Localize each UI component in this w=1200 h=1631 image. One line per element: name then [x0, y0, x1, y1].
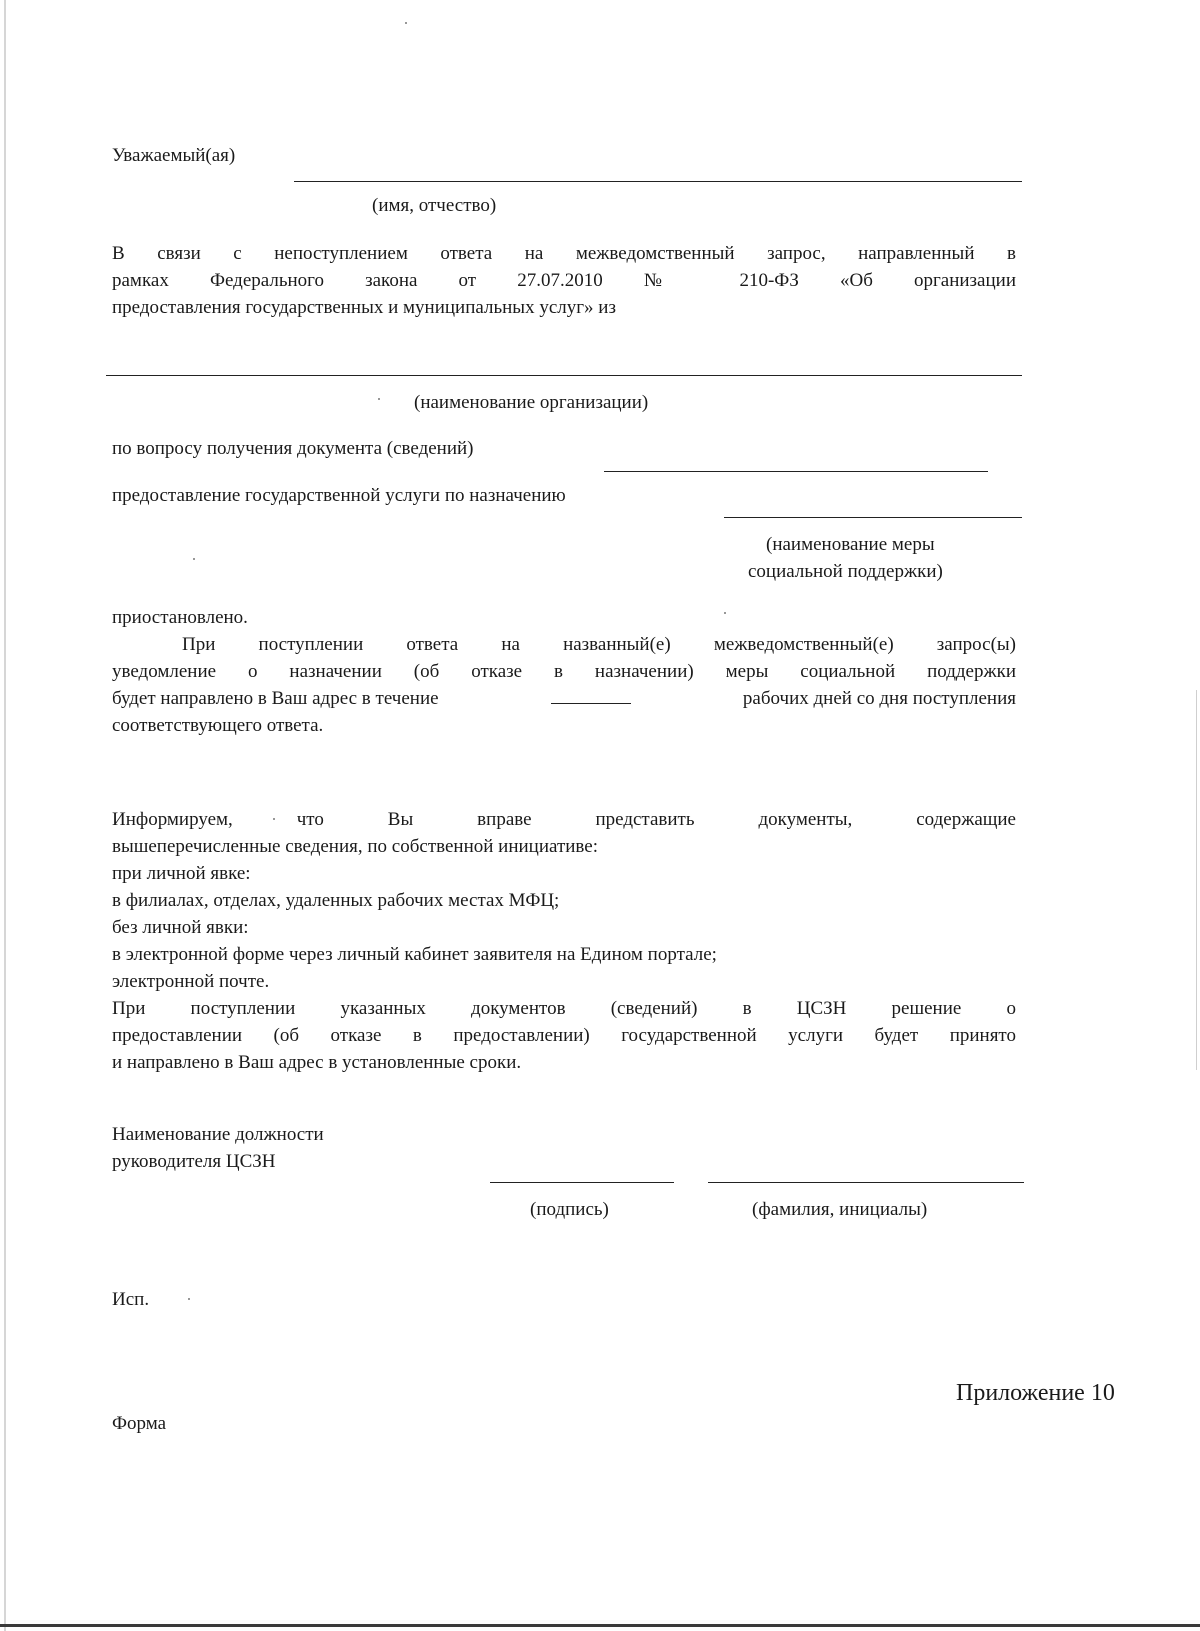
paragraph3-line2: вышеперечисленные сведения, по собственной инициативе:	[112, 836, 598, 857]
executor-label: Исп.	[112, 1289, 150, 1310]
form-label: Форма	[112, 1413, 167, 1434]
position-line2: руководителя ЦСЗН	[112, 1151, 276, 1172]
position-line1: Наименование должности	[112, 1124, 324, 1145]
question-label: по вопросу получения документа (сведений)	[112, 438, 474, 459]
paragraph4-line3: и направлено в Ваш адрес в установленные сроки.	[112, 1052, 522, 1073]
paragraph1-line3: предоставления государственных и муниципальных услуг» из	[112, 297, 616, 318]
caption-name: (имя, отчество)	[372, 195, 497, 216]
caption-signature: (подпись)	[530, 1199, 609, 1220]
scan-speck	[724, 612, 726, 614]
paragraph3-line1: Информируем, что Вы вправе представить документы, содержащие	[112, 809, 1016, 830]
measure-blank-line[interactable]	[724, 517, 1022, 518]
paragraph3-line4: в филиалах, отделах, удаленных рабочих местах МФЦ;	[112, 890, 560, 911]
fullname-blank-line[interactable]	[708, 1182, 1024, 1183]
caption-fullname: (фамилия, инициалы)	[752, 1199, 928, 1220]
paragraph3-line5: без личной явки:	[112, 917, 249, 938]
paragraph2-line3-before: будет направлено в Ваш адрес в течение	[112, 688, 439, 709]
scan-speck	[405, 22, 407, 24]
scan-right-edge	[1196, 690, 1197, 1070]
paragraph2-line4: соответствующего ответа.	[112, 715, 324, 736]
paragraph4-line1: При поступлении указанных документов (сведений) в ЦСЗН решение о	[112, 998, 1016, 1019]
paragraph2-line3-after: рабочих дней со дня поступления	[742, 688, 1016, 709]
caption-measure-line2: социальной поддержки)	[748, 561, 943, 582]
paragraph3-line7: электронной почте.	[112, 971, 270, 992]
scan-speck	[188, 1298, 190, 1300]
paragraph2-line2: уведомление о назначении (об отказе в назначении) меры социальной поддержки	[112, 661, 1016, 682]
service-label: предоставление государственной услуги по назначению	[112, 485, 566, 506]
paragraph3-line6: в электронной форме через личный кабинет заявителя на Едином портале;	[112, 944, 717, 965]
appendix-label: Приложение 10	[956, 1380, 1115, 1406]
scan-bottom-edge	[0, 1624, 1200, 1627]
caption-measure-line1: (наименование меры	[766, 534, 935, 555]
caption-organization: (наименование организации)	[414, 392, 649, 413]
days-blank-field[interactable]	[551, 685, 631, 704]
scan-left-edge	[4, 0, 6, 1631]
scan-speck	[193, 558, 195, 560]
suspended-text: приостановлено.	[112, 607, 248, 628]
paragraph2-line1: При поступлении ответа на названный(е) межведомственный(е) запрос(ы)	[182, 634, 1016, 655]
signature-blank-line[interactable]	[490, 1182, 674, 1183]
name-blank-line[interactable]	[294, 181, 1022, 182]
paragraph1-line1: В связи с непоступлением ответа на межведомственный запрос, направленный в	[112, 243, 1016, 264]
paragraph3-line3: при личной явке:	[112, 863, 251, 884]
paragraph2-line3	[112, 685, 1016, 712]
scan-speck	[378, 398, 380, 400]
greeting: Уважаемый(ая)	[112, 145, 236, 166]
document-blank-line[interactable]	[604, 471, 988, 472]
paragraph1-line2: рамках Федерального закона от 27.07.2010 № 210-ФЗ «Об организации	[112, 270, 1016, 291]
paragraph4-line2: предоставлении (об отказе в предоставлении) государственной услуги будет принято	[112, 1025, 1016, 1046]
organization-blank-line[interactable]	[106, 375, 1022, 376]
